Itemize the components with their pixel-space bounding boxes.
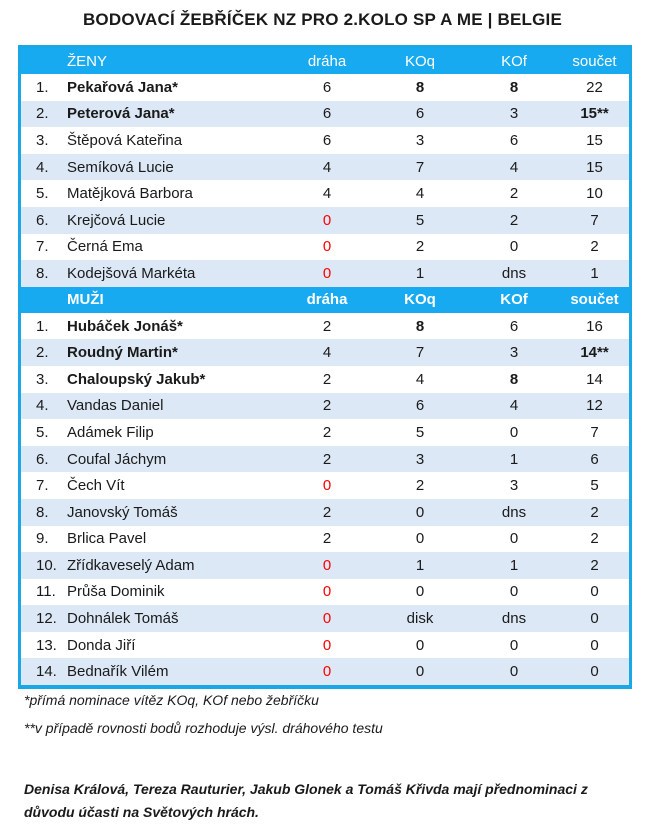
rank-cell: 10.	[36, 556, 57, 574]
prenomination-note: Denisa Králová, Tereza Rauturier, Jakub Glonek a Tomáš Křivda mají přednominaci z důvodu účasti na Světových hrách.	[24, 781, 588, 820]
name-cell: Roudný Martin*	[67, 344, 178, 362]
koq-cell: 8	[415, 317, 425, 335]
name-cell: Průša Dominik	[67, 583, 165, 601]
name-cell: Coufal Jáchym	[67, 450, 167, 468]
name-cell: Brlica Pavel	[67, 530, 147, 548]
kof-cell: 3	[509, 344, 519, 362]
draha-cell: 2	[322, 317, 332, 335]
sum-cell: 14**	[580, 344, 609, 362]
draha-cell: 0	[322, 477, 332, 495]
table-row	[21, 234, 629, 261]
header-kof: KOf	[501, 52, 527, 70]
table-row	[21, 499, 629, 526]
draha-cell: 0	[322, 663, 332, 681]
rank-cell: 7.	[36, 238, 49, 256]
name-cell: Semíková Lucie	[67, 158, 174, 176]
kof-cell: 2	[509, 211, 519, 229]
kof-cell: 1	[509, 450, 519, 468]
table-row	[21, 632, 629, 659]
sum-cell: 15	[586, 158, 603, 176]
kof-cell: 0	[509, 663, 519, 681]
name-cell: Peterová Jana*	[67, 105, 175, 123]
men-header-row	[21, 287, 629, 313]
rank-cell: 9.	[36, 530, 49, 548]
rank-cell: 6.	[36, 211, 49, 229]
draha-cell: 0	[322, 583, 332, 601]
table-row	[21, 154, 629, 181]
name-cell: Zřídkaveselý Adam	[67, 556, 195, 574]
draha-cell: 2	[322, 530, 332, 548]
kof-cell: dns	[501, 264, 527, 282]
rank-cell: 12.	[36, 610, 57, 628]
draha-cell: 6	[322, 105, 332, 123]
rank-cell: 5.	[36, 423, 49, 441]
name-cell: Adámek Filip	[67, 423, 154, 441]
table-row	[21, 180, 629, 207]
table-row	[21, 472, 629, 499]
sum-cell: 7	[590, 211, 599, 229]
rank-cell: 4.	[36, 158, 49, 176]
table-row	[21, 260, 629, 287]
footnote-tiebreak: **v případě rovnosti bodů rozhoduje výsl. dráhového testu	[24, 720, 383, 736]
koq-cell: 1	[415, 264, 425, 282]
rank-cell: 1.	[36, 317, 49, 335]
name-cell: Janovský Tomáš	[67, 503, 178, 521]
header-koq: KOq	[404, 52, 435, 70]
draha-cell: 4	[322, 158, 332, 176]
rank-cell: 5.	[36, 185, 49, 203]
rank-cell: 4.	[36, 397, 49, 415]
sum-cell: 2	[590, 556, 599, 574]
kof-cell: 4	[509, 158, 519, 176]
koq-cell: 4	[415, 370, 425, 388]
header-sum: součet	[572, 52, 617, 70]
name-cell: Dohnálek Tomáš	[67, 610, 179, 628]
name-cell: Štěpová Kateřina	[67, 131, 183, 149]
draha-cell: 2	[322, 450, 332, 468]
rank-cell: 2.	[36, 105, 49, 123]
koq-cell: 1	[415, 556, 425, 574]
table-row	[21, 446, 629, 473]
draha-cell: 2	[322, 423, 332, 441]
sum-cell: 0	[590, 610, 599, 628]
header-draha: dráha	[307, 52, 347, 70]
page-title: BODOVACÍ ŽEBŘÍČEK NZ PRO 2.KOLO SP A ME | BELGIE	[82, 10, 563, 29]
draha-cell: 2	[322, 503, 332, 521]
header-koq: KOq	[404, 291, 436, 309]
header-draha: dráha	[306, 291, 348, 309]
kof-cell: 0	[509, 238, 519, 256]
rank-cell: 8.	[36, 503, 49, 521]
sum-cell: 7	[590, 423, 599, 441]
rank-cell: 2.	[36, 344, 49, 362]
koq-cell: 7	[415, 158, 425, 176]
koq-cell: 7	[415, 344, 425, 362]
kof-cell: 0	[509, 583, 519, 601]
ranking-table	[18, 45, 632, 689]
kof-cell: 8	[509, 78, 519, 96]
header-women-label: ŽENY	[67, 52, 108, 70]
name-cell: Matějková Barbora	[67, 185, 193, 203]
name-cell: Čech Vít	[67, 477, 125, 495]
sum-cell: 0	[590, 636, 599, 654]
sum-cell: 12	[586, 397, 603, 415]
koq-cell: 2	[415, 238, 425, 256]
name-cell: Černá Ema	[67, 238, 143, 256]
table-row	[21, 419, 629, 446]
kof-cell: 0	[509, 423, 519, 441]
draha-cell: 0	[322, 264, 332, 282]
draha-cell: 2	[322, 370, 332, 388]
sum-cell: 0	[590, 663, 599, 681]
draha-cell: 0	[322, 238, 332, 256]
table-row	[21, 313, 629, 340]
kof-cell: 6	[509, 131, 519, 149]
sum-cell: 14	[586, 370, 603, 388]
koq-cell: 4	[415, 185, 425, 203]
koq-cell: 3	[415, 131, 425, 149]
header-sum: součet	[570, 291, 619, 309]
table-row	[21, 579, 629, 606]
table-row	[21, 207, 629, 234]
rank-cell: 7.	[36, 477, 49, 495]
rank-cell: 13.	[36, 636, 57, 654]
sum-cell: 15	[586, 131, 603, 149]
sum-cell: 2	[590, 530, 599, 548]
kof-cell: dns	[501, 503, 527, 521]
sum-cell: 5	[590, 477, 599, 495]
rank-cell: 3.	[36, 131, 49, 149]
rank-cell: 3.	[36, 370, 49, 388]
name-cell: Donda Jiří	[67, 636, 136, 654]
kof-cell: 4	[509, 397, 519, 415]
sum-cell: 2	[590, 238, 599, 256]
koq-cell: disk	[406, 610, 434, 628]
kof-cell: 0	[509, 636, 519, 654]
table-row	[21, 552, 629, 579]
kof-cell: 8	[509, 370, 519, 388]
name-cell: Krejčová Lucie	[67, 211, 166, 229]
header-men-label: MUŽI	[67, 291, 104, 309]
sum-cell: 1	[590, 264, 599, 282]
koq-cell: 6	[415, 397, 425, 415]
kof-cell: 2	[509, 185, 519, 203]
draha-cell: 4	[322, 344, 332, 362]
draha-cell: 0	[322, 610, 332, 628]
draha-cell: 6	[322, 131, 332, 149]
footnote-direct-nomination: *přímá nominace vítěz KOq, KOf nebo žebříčku	[24, 692, 319, 708]
rank-cell: 11.	[36, 583, 56, 601]
sum-cell: 0	[590, 583, 599, 601]
koq-cell: 5	[415, 211, 425, 229]
kof-cell: dns	[501, 610, 527, 628]
kof-cell: 3	[509, 477, 519, 495]
table-row	[21, 127, 629, 154]
table-row	[21, 101, 629, 128]
rank-cell: 6.	[36, 450, 49, 468]
sum-cell: 22	[586, 78, 603, 96]
kof-cell: 0	[509, 530, 519, 548]
name-cell: Hubáček Jonáš*	[67, 317, 183, 335]
name-cell: Pekařová Jana*	[67, 78, 178, 96]
table-row	[21, 339, 629, 366]
header-kof: KOf	[500, 291, 528, 309]
sum-cell: 2	[590, 503, 599, 521]
name-cell: Vandas Daniel	[67, 397, 164, 415]
rank-cell: 14.	[36, 663, 57, 681]
draha-cell: 0	[322, 556, 332, 574]
table-row	[21, 393, 629, 420]
koq-cell: 0	[415, 530, 425, 548]
koq-cell: 8	[415, 78, 425, 96]
draha-cell: 2	[322, 397, 332, 415]
table-row	[21, 366, 629, 393]
koq-cell: 0	[415, 636, 425, 654]
koq-cell: 6	[415, 105, 425, 123]
draha-cell: 0	[322, 211, 332, 229]
sum-cell: 16	[586, 317, 603, 335]
draha-cell: 4	[322, 185, 332, 203]
koq-cell: 0	[415, 583, 425, 601]
name-cell: Kodejšová Markéta	[67, 264, 196, 282]
koq-cell: 0	[415, 503, 425, 521]
name-cell: Bednařík Vilém	[67, 663, 169, 681]
koq-cell: 5	[415, 423, 425, 441]
table-row	[21, 658, 629, 685]
sum-cell: 6	[590, 450, 599, 468]
table-row	[21, 605, 629, 632]
koq-cell: 3	[415, 450, 425, 468]
sum-cell: 10	[586, 185, 603, 203]
name-cell: Chaloupský Jakub*	[67, 370, 206, 388]
table-row	[21, 526, 629, 553]
kof-cell: 6	[509, 317, 519, 335]
kof-cell: 1	[509, 556, 519, 574]
draha-cell: 6	[322, 78, 332, 96]
koq-cell: 0	[415, 663, 425, 681]
table-row	[21, 74, 629, 101]
koq-cell: 2	[415, 477, 425, 495]
women-header-row	[21, 48, 629, 74]
rank-cell: 1.	[36, 78, 49, 96]
sum-cell: 15**	[580, 105, 609, 123]
kof-cell: 3	[509, 105, 519, 123]
draha-cell: 0	[322, 636, 332, 654]
rank-cell: 8.	[36, 264, 49, 282]
